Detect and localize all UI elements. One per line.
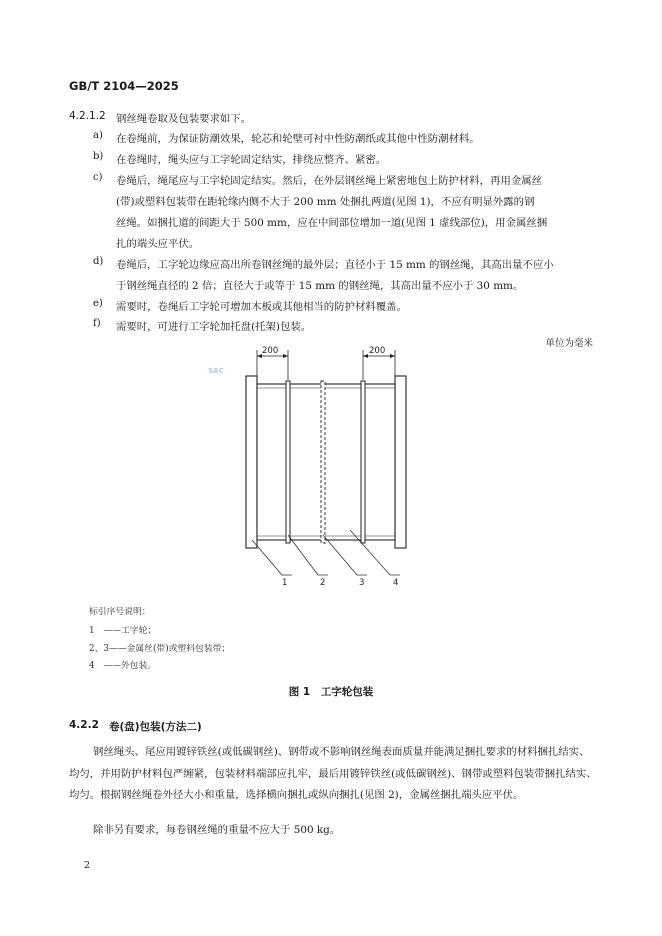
figure-caption: 图 1 工字轮包装 [288,686,374,698]
list-item-text: 在卷绳时，绳头应与工字轮固定结实，排绕应整齐、紧密。 [116,154,387,166]
list-item-label: d) [93,256,104,267]
legend-item: 4 ——外包装。 [89,661,157,671]
dim-arrow [363,354,368,358]
legend-title: 标引序号说明： [89,607,151,617]
section-number-422: 4.2.2 [69,719,99,731]
callout-number: 1 [282,578,288,585]
list-item-label: e) [93,298,103,309]
outer-wrapping [257,384,395,540]
legend-item: 2、3——金属丝(带)或塑料包装带； [89,644,231,654]
list-item-text: 于钢丝绳直径的 2 倍；直径大于或等于 15 mm 的钢丝绳，其高出量不应小于 30 mm。 [116,280,524,292]
callout-leader [252,540,282,575]
list-item-label: c) [93,172,103,183]
paragraph: 除非另有要求，每卷钢丝绳的重量不应大于 500 kg。 [93,824,341,836]
callout-number: 2 [320,578,326,585]
dim-label-right: 200 [369,346,386,356]
list-item-text: 需要时，可进行工字轮加托盘(托架)包装。 [116,321,312,333]
section-number-4212: 4.2.1.2 [69,110,106,122]
dim-label-left: 200 [262,346,279,356]
list-item-text: 扎的端头应平伏。 [116,238,200,250]
page-number: 2 [84,860,91,871]
binding-strap-middle-dashed [321,381,325,543]
callout-number: 3 [359,578,365,585]
spool-flange-right [395,376,406,548]
paragraph: 钢丝绳头、尾应用镀锌铁丝(或低碳钢丝)、钢带或不影响钢丝绳表面质量并能满足捆扎要求的材料捆扎结实、均匀，并用防护材料包严缠紧，包装材料端部应扎牢，最后用镀锌铁丝(或低碳钢丝)、钢带或塑料包装带捆扎结实、均匀。根据钢丝绳卷外径大小和重量，选择横向捆扎或纵向捆扎(见图 2)，金属丝捆扎端头应平伏。 [69,746,597,801]
list-item-text: 卷绳后，工字轮边缘应高出所卷钢丝绳的最外层；直径小于 15 mm 的钢丝绳，其高出量不应小 [116,259,554,271]
figure-spool-packaging [200,340,460,585]
standard-id: GB/T 2104—2025 [69,79,179,93]
section-title-4212: 钢丝绳卷取及包装要求如下。 [116,113,252,125]
list-item-label: f) [93,318,101,329]
binding-strap-left [286,381,290,543]
list-item-label: b) [93,151,104,162]
list-item-label: a) [93,130,103,141]
list-item-text: 卷绳后，绳尾应与工字轮固定结实。然后，在外层钢丝绳上紧密地包上防护材料，再用金属丝 [116,175,543,187]
callout-leader [323,535,357,575]
watermark-logo: SAC [208,367,224,375]
callout-number: 4 [393,578,399,585]
callout-leader [288,535,318,575]
binding-strap-right [361,381,365,543]
list-item-text: (带)或塑料包装带在距轮缘内侧不大于 200 mm 处捆扎两道(见图 1)，不应有明显外露的钢 [116,196,535,208]
list-item-text: 需要时，卷绳后工字轮可增加木板或其他相当的防护材料覆盖。 [116,301,407,313]
spool-flange-left [246,376,257,548]
section-title-422: 卷(盘)包装(方法二) [109,721,202,733]
list-item-text: 在卷绳前，为保证防潮效果，轮芯和轮壁可衬中性防潮纸或其他中性防潮材料。 [116,133,480,145]
legend-item: 1 ——工字轮； [89,626,157,636]
dim-arrow [283,354,288,358]
dim-arrow [390,354,395,358]
list-item-text: 丝绳。如捆扎道的间距大于 500 mm，应在中间部位增加一道(见图 1 虚线部位)，用金属丝捆 [116,217,548,229]
unit-note: 单位为毫米 [545,338,593,349]
